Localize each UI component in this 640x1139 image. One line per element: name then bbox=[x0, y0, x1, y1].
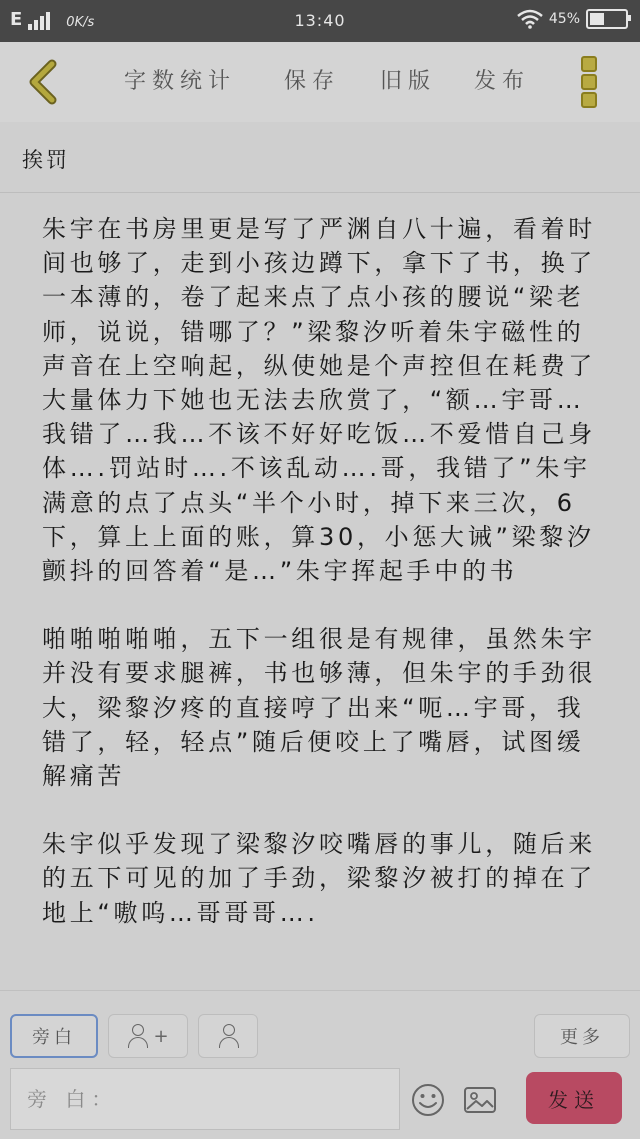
add-person-icon bbox=[127, 1024, 147, 1048]
add-character-button[interactable] bbox=[108, 1014, 188, 1058]
network-speed: 0K/s bbox=[66, 15, 95, 30]
battery-percent: 45% bbox=[548, 11, 580, 27]
send-label: 发送 bbox=[548, 1087, 600, 1112]
narration-input-box[interactable] bbox=[10, 1068, 400, 1130]
more-menu-icon[interactable] bbox=[578, 56, 600, 108]
more-button[interactable] bbox=[534, 1014, 630, 1058]
paragraph: 啪啪啪啪啪，五下一组很是有规律，虽然朱宇并没有要求腿裤，书也够薄，但朱宇的手劲很大，梁黎汐疼的直接哼了出来“呃…宇哥，我错了，轻，轻点”随后便咬上了嘴唇，试图缓解痛苦 bbox=[42, 625, 596, 791]
image-icon[interactable] bbox=[462, 1082, 498, 1118]
editor-toolbar bbox=[0, 42, 640, 122]
clock: 13:40 bbox=[294, 11, 346, 30]
paragraph: 朱宇在书房里更是写了严渊自八十遍，看着时间也够了，走到小孩边蹲下，拿下了书，换了一本薄的，卷了起来点了点小孩的腰说“梁老师，说说，错哪了？”梁黎汐听着朱宇磁性的声音在上空响起，纵使她是个声控但在耗费了大量体力下她也无法去欣赏了，“额…宇哥…我错了…我…不该不好好吃饭…不爱惜自己身体….罚站时….不该乱动….哥，我错了”朱宇满意的点了点头“半个小时，掉下来三次，6下，算上上面的账，算30，小惩大诫”梁黎汐颤抖的回答着“是…”朱宇挥起手中的书 bbox=[42, 215, 596, 586]
back-arrow-icon[interactable] bbox=[22, 58, 66, 106]
publish-button[interactable]: 发布 bbox=[474, 69, 531, 94]
status-right bbox=[517, 9, 628, 29]
wifi-icon bbox=[517, 9, 543, 29]
story-content[interactable] bbox=[42, 212, 602, 990]
network-type: E bbox=[10, 9, 23, 30]
old-version-button[interactable]: 旧版 bbox=[380, 69, 437, 94]
chapter-title[interactable]: 挨罚 bbox=[22, 148, 70, 172]
title-row[interactable] bbox=[0, 122, 640, 193]
person-icon bbox=[218, 1024, 238, 1048]
send-button[interactable] bbox=[526, 1072, 622, 1124]
word-count-button[interactable]: 字数统计 bbox=[124, 69, 237, 94]
narration-tab-label: 旁白 bbox=[32, 1027, 76, 1048]
save-button[interactable]: 保存 bbox=[284, 69, 341, 94]
character-button[interactable] bbox=[198, 1014, 258, 1058]
paragraph: 朱宇似乎发现了梁黎汐咬嘴唇的事儿，随后来的五下可见的加了手劲，梁黎汐被打的掉在了地上“嗷呜…哥哥哥…. bbox=[42, 830, 596, 927]
plus-icon: + bbox=[153, 1025, 169, 1047]
narration-tab[interactable] bbox=[10, 1014, 98, 1058]
status-bar bbox=[0, 0, 640, 42]
emoji-icon[interactable] bbox=[410, 1082, 446, 1118]
more-label: 更多 bbox=[560, 1027, 604, 1048]
narration-input[interactable] bbox=[11, 1069, 399, 1129]
battery-level bbox=[590, 13, 604, 25]
battery-icon bbox=[586, 9, 628, 29]
